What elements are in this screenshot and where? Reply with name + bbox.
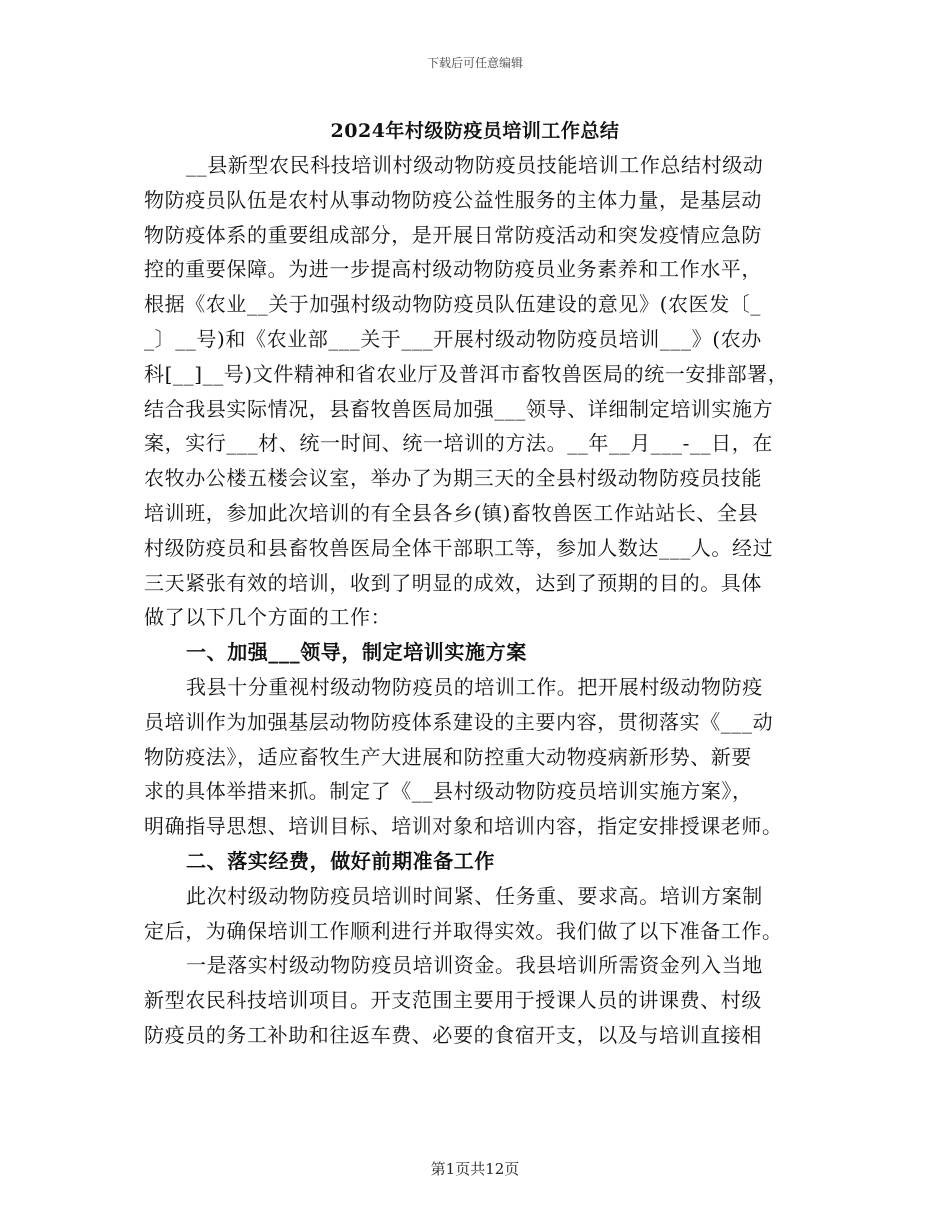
paragraph-line: __县新型农民科技培训村级动物防疫员技能培训工作总结村级动 xyxy=(186,153,764,177)
paragraph-line: 科[__]__号)文件精神和省农业厅及普洱市畜牧兽医局的统一安排部署， xyxy=(144,361,789,386)
header-note: 下载后可任意编辑 xyxy=(426,56,523,70)
paragraph-line: 一是落实村级动物防疫员培训资金。我县培训所需资金列入当地 xyxy=(186,953,763,978)
paragraph-line: 防疫员的务工补助和往返车费、必要的食宿开支，以及与培训直接相 xyxy=(144,1022,762,1047)
paragraph-line: 求的具体举措来抓。制定了《__县村级动物防疫员培训实施方案》， xyxy=(144,779,753,804)
paragraph-line: 案，实行___材、统一时间、统一培训的方法。__年__月___-__日，在 xyxy=(144,431,773,456)
page-footer: 第1页共12页 xyxy=(430,1160,520,1178)
document-body xyxy=(144,148,812,1053)
paragraph-line: 物防疫法》，适应畜牧生产大进展和防控重大动物疫病新形势、新要 xyxy=(144,744,752,769)
paragraph-line: 我县十分重视村级动物防疫员的培训工作。把开展村级动物防疫 xyxy=(186,674,763,699)
paragraph-line: 根据《农业__关于加强村级动物防疫员队伍建设的意见》(农医发〔_ xyxy=(144,292,762,317)
section-heading: 二、落实经费，做好前期准备工作 xyxy=(186,848,495,873)
paragraph-line: 新型农民科技培训项目。开支范围主要用于授课人员的讲课费、村级 xyxy=(144,988,762,1013)
paragraph-line: 物防疫员队伍是农村从事动物防疫公益性服务的主体力量，是基层动 xyxy=(144,187,762,212)
paragraph-line: 明确指导思想、培训目标、培训对象和培训内容，指定安排授课老师。 xyxy=(144,814,783,839)
paragraph-line: 培训班，参加此次培训的有全县各乡(镇)畜牧兽医工作站站长、全县 xyxy=(144,500,759,525)
paragraph-line: 村级防疫员和县畜牧兽医局全体干部职工等，参加人数达___人。经过 xyxy=(144,535,774,560)
paragraph-line: 此次村级动物防疫员培训时间紧、任务重、要求高。培训方案制 xyxy=(186,883,763,908)
paragraph-line: 三天紧张有效的培训，收到了明显的成效，达到了预期的目的。具体 xyxy=(144,570,762,595)
paragraph-line: 结合我县实际情况，县畜牧兽医局加强___领导、详细制定培训实施方 xyxy=(144,396,774,421)
paragraph-line: 做了以下几个方面的工作： xyxy=(144,605,392,630)
paragraph-line: 控的重要保障。为进一步提高村级动物防疫员业务素养和工作水平， xyxy=(144,257,762,282)
paragraph-line: _〕__号)和《农业部___关于___开展村级动物防疫员培训___》(农办 xyxy=(144,326,762,351)
paragraph-line: 员培训作为加强基层动物防疫体系建设的主要内容，贯彻落实《___动 xyxy=(144,709,774,734)
section-heading: 一、加强___领导，制定培训实施方案 xyxy=(186,640,527,665)
paragraph-line: 定后，为确保培训工作顺利进行并取得实效。我们做了以下准备工作。 xyxy=(144,918,783,943)
document-title: 2024年村级防疫员培训工作总结 xyxy=(330,120,620,142)
paragraph-line: 农牧办公楼五楼会议室，举办了为期三天的全县村级动物防疫员技能 xyxy=(144,466,762,491)
paragraph-line: 物防疫体系的重要组成部分，是开展日常防疫活动和突发疫情应急防 xyxy=(144,222,762,247)
